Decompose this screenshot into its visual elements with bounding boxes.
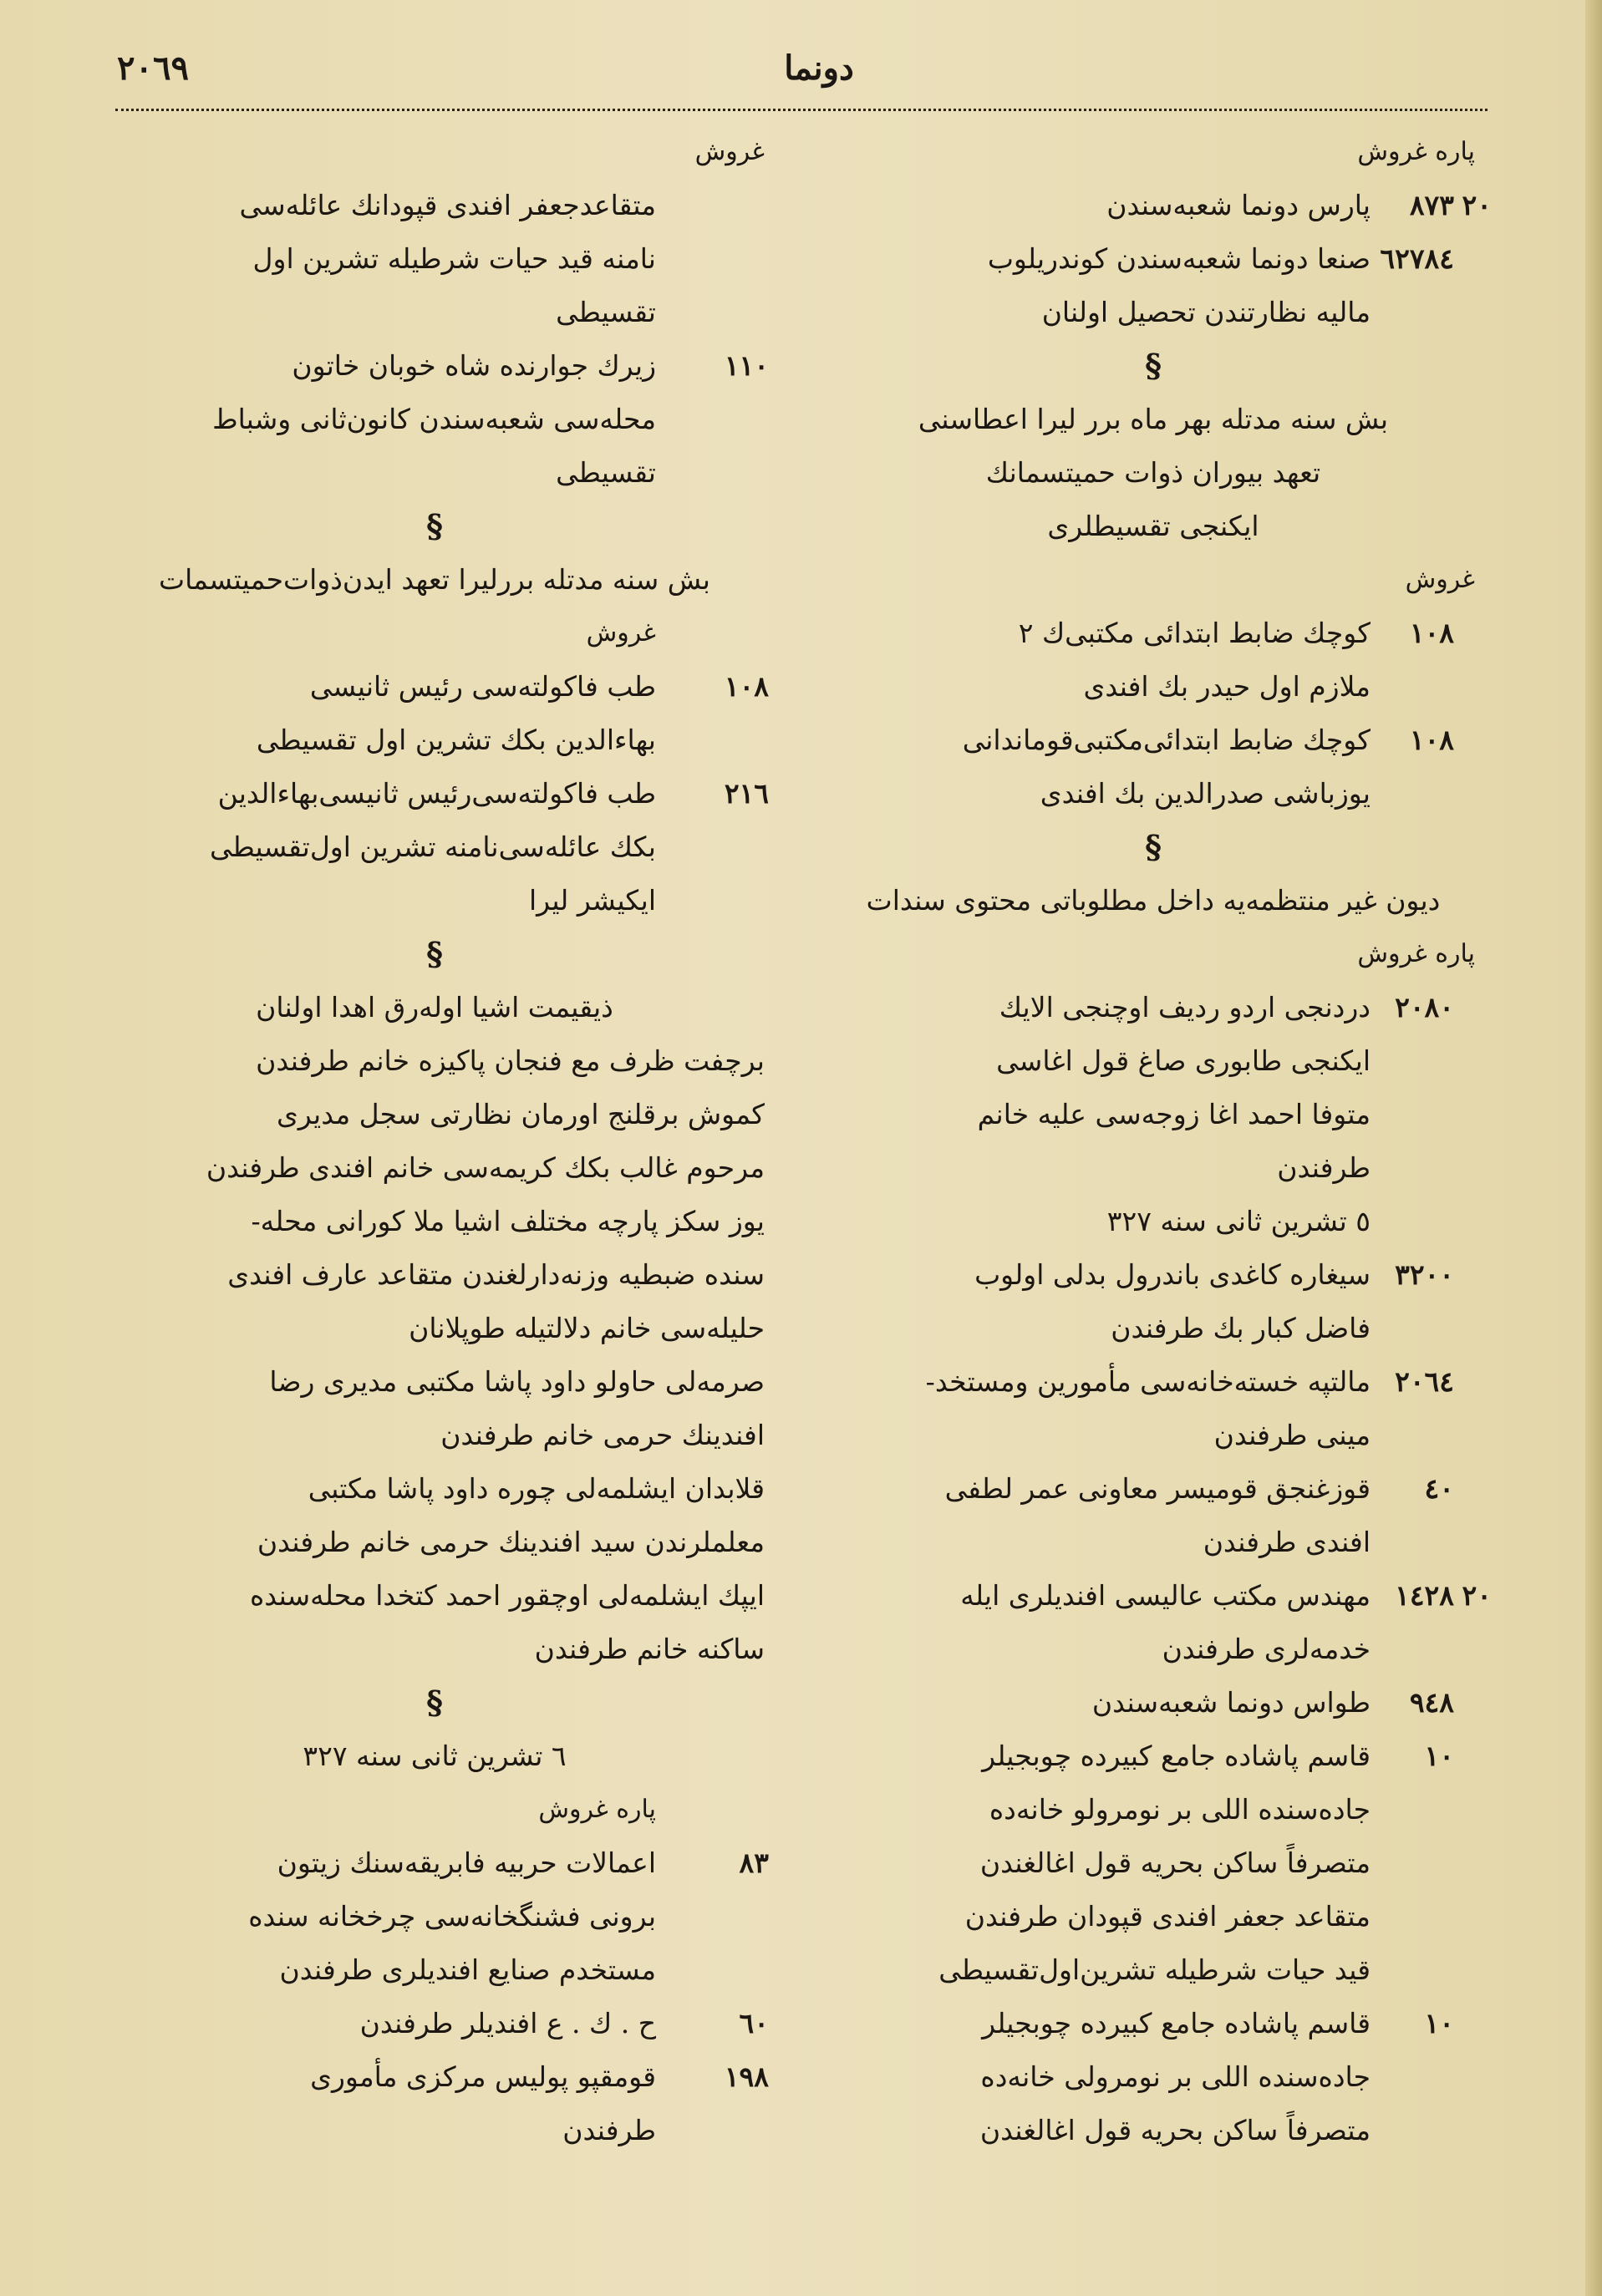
ledger-entry: [815, 714, 1492, 767]
entry-description: صنعا دونما شعبه‌سندن کوندریلوب: [987, 242, 1371, 275]
entry-continuation: [815, 1783, 1492, 1836]
section-symbol: §: [426, 507, 443, 545]
ledger-entry: [815, 232, 1492, 286]
entry-continuation: متصرفاً ساکن بحریه قول اغالغندن: [979, 2114, 1371, 2146]
section-mark: [92, 500, 777, 553]
item-text: [92, 1462, 777, 1516]
entry-description: طب فاکولته‌سی‌رئیس ثانیسی‌بهاءالدین: [217, 777, 656, 810]
ledger-entry: [815, 1248, 1492, 1302]
page-number: ٢٠٦٩: [117, 48, 189, 88]
entry-continuation: طرفندن: [1277, 1151, 1371, 1184]
entry-description: دردنجی اردو ردیف اوچنجی الایك: [999, 991, 1371, 1024]
section-heading: دیون غیر منتظمه‌یه داخل مطلوباتی محتوی سندات: [866, 884, 1441, 917]
section-heading: [815, 446, 1492, 500]
column-head: غروش: [694, 137, 765, 166]
entry-amount-kurus: ٩٤٨: [1409, 1686, 1454, 1719]
entry-continuation: مینی طرفندن: [1213, 1419, 1371, 1451]
section-symbol: §: [426, 935, 443, 973]
ledger-entry: [815, 1676, 1492, 1730]
entry-continuation: [815, 2050, 1492, 2104]
entry-continuation: بهاءالدین بکك تشرین اول تقسیطی: [256, 724, 656, 756]
entry-amount-kurus: ١٤٢٨: [1395, 1579, 1454, 1612]
entry-continuation: متصرفاً ساکن بحریه قول اغالغندن: [979, 1846, 1371, 1879]
entry-continuation: [92, 820, 777, 874]
entry-continuation: یوزباشی صدرالدین بك افندی: [1040, 777, 1371, 810]
entry-continuation: خدمه‌لری طرفندن: [1162, 1633, 1371, 1665]
entry-description: قوزغنجق قومیسر معاونی عمر لطفی: [944, 1472, 1371, 1505]
item-text: [92, 1516, 777, 1569]
entry-continuation: [92, 714, 777, 767]
entry-continuation: محله‌سی شعبه‌سندن کانون‌ثانی وشباط: [212, 403, 656, 435]
entry-description: کوچك ضابط ابتدائی مکتبی‌ك ٢: [1018, 617, 1371, 649]
ledger-entry: [815, 607, 1492, 660]
section-mark: [92, 1676, 777, 1730]
entry-description: پارس دونما شعبه‌سندن: [1106, 189, 1371, 221]
entry-continuation: [815, 2104, 1492, 2157]
section-heading: بش سنه مدتله بررلیرا تعهد ایدن‌ذوات‌حمیتسمات: [159, 563, 710, 596]
entry-continuation: [92, 286, 777, 339]
section-heading: [92, 981, 777, 1034]
entry-continuation: برونی فشنگخانه‌سی چرخخانه سنده: [248, 1900, 656, 1933]
entry-amount-kurus: ١٠: [1424, 1740, 1454, 1772]
entry-continuation: [815, 1141, 1492, 1195]
right-column: [815, 125, 1492, 2157]
section-heading: [815, 393, 1492, 446]
entry-amount-kurus: ٣٢٠٠: [1395, 1258, 1454, 1291]
entry-continuation: مستخدم صنایع افندیلری طرفندن: [279, 1953, 656, 1986]
page-spine-edge: [1585, 0, 1602, 2296]
entry-continuation: [815, 1623, 1492, 1676]
ledger-entry: [815, 1462, 1492, 1516]
entry-continuation: قید حیات شرطیله تشرین‌اول‌تقسیطی: [938, 1953, 1371, 1986]
entry-amount-kurus: ٢٠٨٠: [1395, 991, 1454, 1024]
entry-continuation: [815, 1943, 1492, 1997]
ledger-entry: [92, 767, 777, 820]
item-text: [92, 1141, 777, 1195]
item-text: صرمه‌لی حاولو داود پاشا مکتبی مدیری رضا: [269, 1365, 765, 1398]
ledger-entry: [815, 981, 1492, 1034]
section-mark: [815, 820, 1492, 874]
entry-continuation: [92, 2104, 777, 2157]
entry-continuation: مالیه نظارتندن تحصیل اولنان: [1041, 296, 1371, 328]
entry-amount-para: ٢٠: [1462, 1579, 1492, 1612]
entry-description: قومقپو پولیس مرکزی مأموری: [310, 2060, 656, 2093]
item-text: [92, 1088, 777, 1141]
running-title: دونما: [784, 48, 854, 88]
section-heading: ٦ تشرین ثانی سنه ٣٢٧: [303, 1740, 567, 1772]
entry-amount-kurus: ١٠٨: [1409, 724, 1454, 756]
entry-continuation: متقاعد جعفر افندی قپودان طرفندن: [964, 1900, 1371, 1933]
ledger-entry: [815, 1997, 1492, 2050]
entry-amount-kurus: ١٠٨: [724, 670, 769, 703]
entry-description: قاسم پاشاده جامع کبیرده چوبجیلر: [982, 2007, 1371, 2039]
ledger-entry: [815, 1730, 1492, 1783]
item-text: [92, 1409, 777, 1462]
entry-continuation: جاده‌سنده اللی بر نومرولو خانه‌ده: [989, 1793, 1371, 1826]
entry-continuation: ایکیشر لیرا: [528, 884, 656, 917]
entry-amount-kurus: ٨٧٣: [1409, 189, 1454, 221]
entry-continuation: [815, 1302, 1492, 1355]
column-head: [92, 607, 777, 660]
entry-continuation: افندی طرفندن: [1203, 1526, 1371, 1558]
column-head: [92, 1783, 777, 1836]
ledger-entry: [815, 1355, 1492, 1409]
item-text: [92, 1355, 777, 1409]
ledger-entry: [92, 1997, 777, 2050]
section-heading: [815, 874, 1492, 927]
ledger-entry: [92, 660, 777, 714]
item-text: سنده ضبطیه وزنه‌دارلغندن متقاعد عارف افندی: [227, 1258, 765, 1291]
ledger-entry: [92, 339, 777, 393]
entry-description: مالتپه خسته‌خانه‌سی مأمورین ومستخد-: [925, 1365, 1371, 1398]
ledger-entry: [815, 179, 1492, 232]
entry-continuation: فاضل کبار بك طرفندن: [1111, 1312, 1371, 1344]
section-mark: [92, 927, 777, 981]
item-text: [92, 1569, 777, 1623]
entry-amount-kurus: ٢١٦: [724, 777, 769, 810]
item-text: [92, 1195, 777, 1248]
entry-continuation: [92, 179, 777, 232]
header-dotted-rule: [115, 109, 1488, 111]
entry-continuation: [92, 1890, 777, 1943]
column-head: [815, 927, 1492, 981]
entry-continuation: بکك عائله‌سی‌نامنه تشرین اول‌تقسیطی: [209, 831, 656, 863]
item-text: ایپك ایشلمه‌لی اوچقور احمد کتخدا محله‌سنده: [249, 1579, 765, 1612]
entry-continuation: تقسیطی: [556, 296, 656, 328]
entry-amount-kurus: ٦٠: [739, 2007, 769, 2039]
entry-description: طب فاکولته‌سی رئیس ثانیسی: [309, 670, 656, 703]
ledger-entry: [92, 1836, 777, 1890]
column-head: [92, 125, 777, 179]
entry-amount-kurus: ١٠: [1424, 2007, 1454, 2039]
entry-continuation: نامنه قید حیات شرطیله تشرین اول: [252, 242, 656, 275]
item-text: یوز سکز پارچه مختلف اشیا ملا کورانی محله-: [251, 1205, 765, 1237]
entry-amount-kurus: ٨٣: [739, 1846, 769, 1879]
ledger-entry: [92, 2050, 777, 2104]
entry-amount-kurus: ٤٠: [1424, 1472, 1454, 1505]
entry-description: اعمالات حربیه فابریقه‌سنك زیتون: [277, 1846, 656, 1879]
entry-continuation: ملازم اول حیدر بك افندی: [1083, 670, 1371, 703]
column-head: غروش: [586, 618, 656, 648]
section-symbol: §: [1145, 828, 1162, 866]
item-text: مرحوم غالب بکك کریمه‌سی خانم افندی طرفندن: [206, 1151, 765, 1184]
item-text: کموش برقلنج اورمان نظارتی سجل مدیری: [276, 1098, 765, 1130]
entry-continuation: [815, 1088, 1492, 1141]
entry-continuation: [92, 393, 777, 446]
entry-continuation: [92, 446, 777, 500]
entry-continuation: [92, 874, 777, 927]
entry-continuation: متقاعدجعفر افندی قپودانك عائله‌سی: [239, 189, 656, 221]
entry-continuation: ایکنجی طابوری صاغ قول اغاسی: [996, 1044, 1371, 1077]
entry-description: قاسم پاشاده جامع کبیرده چوبجیلر: [982, 1740, 1371, 1772]
entry-description: سیغاره کاغدی باندرول بدلی اولوب: [974, 1258, 1371, 1291]
entry-description: مهندس مکتب عالیسی افندیلری ایله: [960, 1579, 1371, 1612]
item-text: ساکنه خانم طرفندن: [534, 1633, 765, 1665]
item-text: معلملرندن سید افندینك حرمی خانم طرفندن: [257, 1526, 765, 1558]
section-heading: [92, 1730, 777, 1783]
entry-continuation: [815, 660, 1492, 714]
column-head: غروش: [1405, 565, 1475, 594]
item-text: حلیله‌سی خانم دلالتیله طوپلانان: [409, 1312, 765, 1344]
entry-continuation: [815, 1034, 1492, 1088]
item-text: قلابدان ایشلمه‌لی چوره داود پاشا مکتبی: [308, 1472, 765, 1505]
entry-continuation: [92, 1943, 777, 1997]
item-text: [92, 1034, 777, 1088]
entry-continuation: [815, 1890, 1492, 1943]
section-heading: ایکنجی تقسیطلری: [1047, 510, 1259, 542]
entry-description: کوچك ضابط ابتدائی‌مکتبی‌قوماندانی: [962, 724, 1371, 756]
item-text: برچفت ظرف مع فنجان پاکیزه خانم طرفندن: [256, 1044, 765, 1077]
entry-description: زیرك جوارنده شاه خوبان خاتون: [292, 349, 656, 382]
entry-amount-kurus: ٢٠٦٤: [1395, 1365, 1454, 1398]
entry-continuation: [92, 232, 777, 286]
entry-continuation: تقسیطی: [556, 456, 656, 489]
entry-continuation: طرفندن: [562, 2114, 656, 2146]
section-heading: تعهد بیوران ذوات حمیتسمانك: [985, 456, 1321, 489]
section-heading: ذیقیمت اشیا اوله‌رق اهدا اولنان: [256, 991, 613, 1024]
page-header: [100, 48, 1488, 99]
entry-continuation: [815, 1195, 1492, 1248]
entry-continuation: جاده‌سنده اللی بر نومرولی خانه‌ده: [980, 2060, 1371, 2093]
entry-amount-kurus: ١٩٨: [724, 2060, 769, 2093]
ledger-entry: [815, 1569, 1492, 1623]
section-symbol: §: [1145, 347, 1162, 384]
entry-continuation: ٥ تشرین ثانی سنه ٣٢٧: [1106, 1205, 1371, 1237]
entry-continuation: [815, 1836, 1492, 1890]
left-column: [92, 125, 777, 2157]
column-head: [815, 125, 1492, 179]
item-text: [92, 1623, 777, 1676]
section-mark: [815, 339, 1492, 393]
item-text: [92, 1248, 777, 1302]
entry-continuation: [815, 1516, 1492, 1569]
entry-amount-kurus: ٦٢٧٨٤: [1380, 242, 1454, 275]
column-head: پاره غروش: [1357, 939, 1475, 968]
entry-description: طواس دونما شعبه‌سندن: [1091, 1686, 1371, 1719]
entry-continuation: [815, 286, 1492, 339]
entry-continuation: [815, 1409, 1492, 1462]
item-text: افندینك حرمی خانم طرفندن: [440, 1419, 765, 1451]
entry-amount-para: ٢٠: [1462, 189, 1492, 221]
item-text: [92, 1302, 777, 1355]
column-head: [815, 553, 1492, 607]
entry-continuation: متوفا احمد اغا زوجه‌سی علیه خانم: [977, 1098, 1371, 1130]
entry-description: ح . ك . ع افندیلر طرفندن: [359, 2007, 656, 2039]
entry-continuation: [815, 767, 1492, 820]
section-heading: بش سنه مدتله بهر ماه برر لیرا اعطاسنی: [918, 403, 1389, 435]
column-head: پاره غروش: [538, 1795, 656, 1824]
section-heading: [92, 553, 777, 607]
section-symbol: §: [426, 1684, 443, 1721]
section-heading: [815, 500, 1492, 553]
entry-amount-kurus: ١١٠: [724, 349, 769, 382]
entry-amount-kurus: ١٠٨: [1409, 617, 1454, 649]
column-head: پاره غروش: [1357, 137, 1475, 166]
